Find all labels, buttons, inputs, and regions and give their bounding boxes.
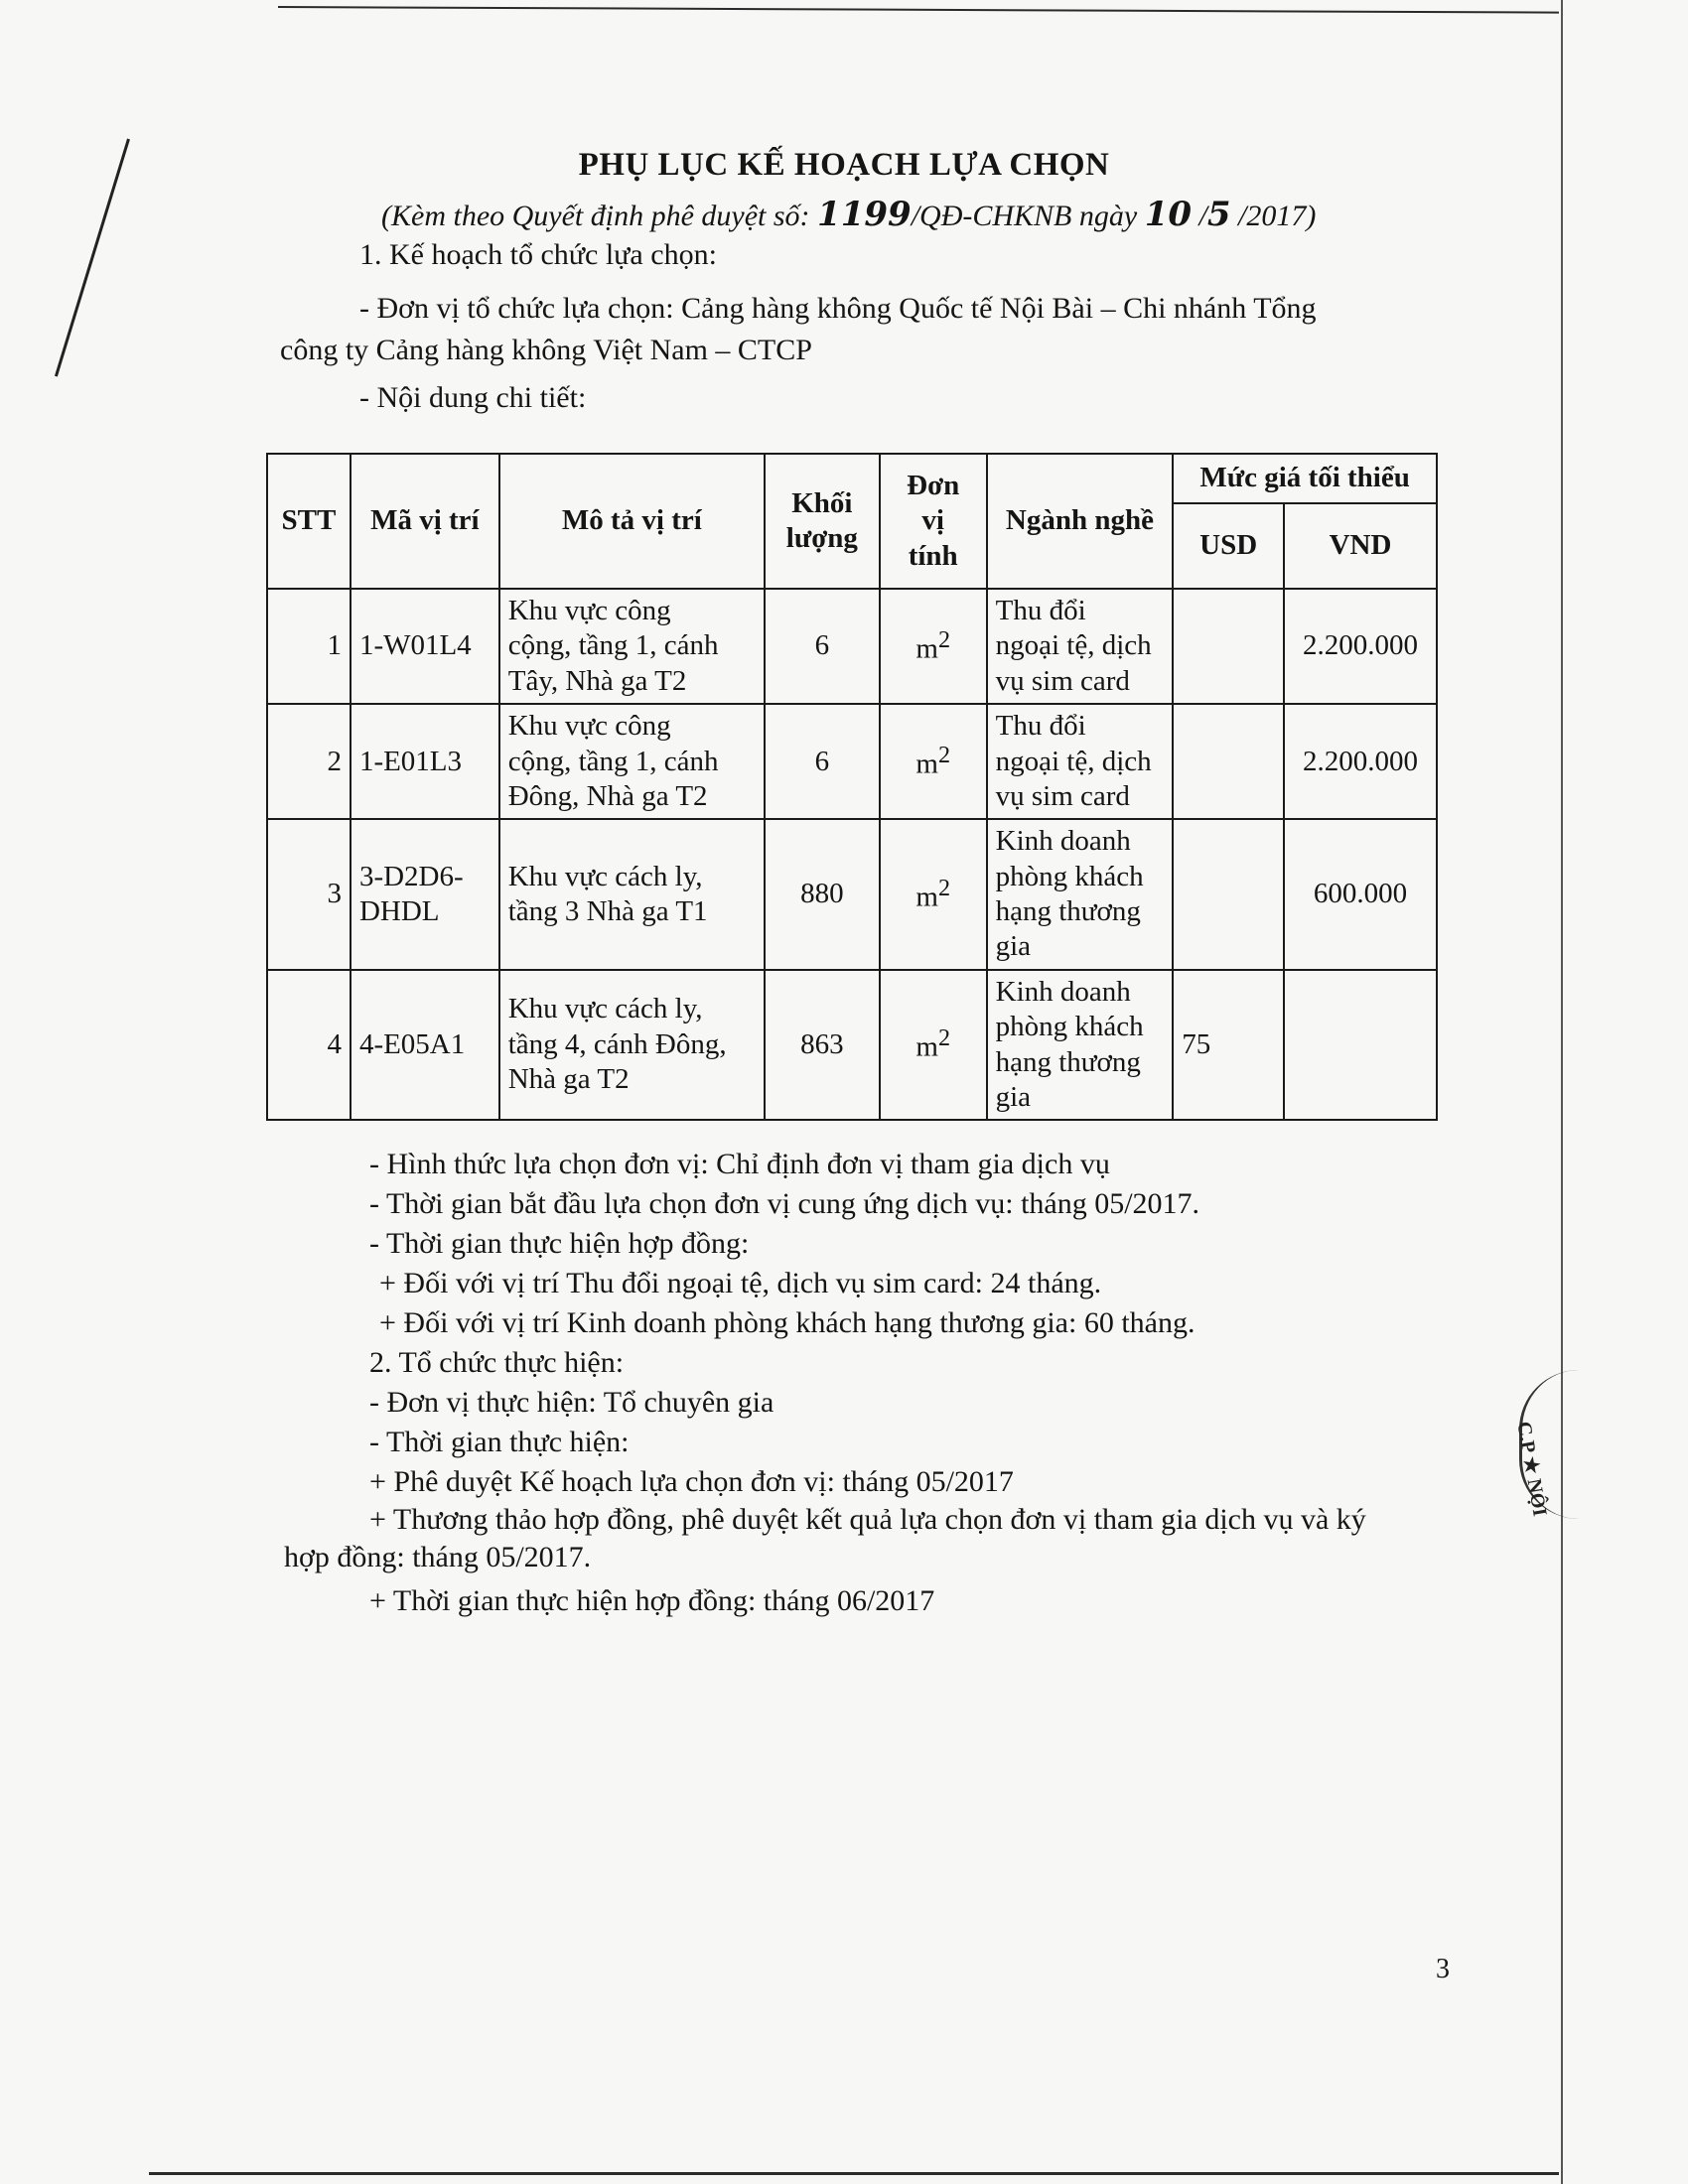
contract-duration-exchange: + Đối với vị trí Thu đổi ngoại tệ, dịch vụ sim card: 24 tháng. bbox=[379, 1267, 1102, 1299]
trade-line: phòng khách bbox=[995, 1011, 1144, 1043]
cell-unit bbox=[880, 589, 987, 704]
cell-location-code: 4-E05A1 bbox=[351, 970, 499, 1121]
detail-content-label: - Nội dung chi tiết: bbox=[359, 381, 587, 414]
cell-usd bbox=[1173, 589, 1284, 704]
trade-line: vụ sim card bbox=[995, 664, 1130, 697]
cell-unit bbox=[880, 819, 987, 970]
cell-location-description bbox=[499, 819, 765, 970]
trade-line: hạng thương bbox=[995, 895, 1141, 927]
description-line: Nhà ga T2 bbox=[507, 1063, 630, 1096]
cell-trade bbox=[987, 970, 1174, 1121]
trade-line: phòng khách bbox=[995, 860, 1144, 892]
table-row bbox=[267, 589, 1437, 704]
header-min-price: Mức giá tối thiểu bbox=[1173, 454, 1437, 503]
document-subtitle bbox=[381, 195, 1316, 234]
unit-base: m bbox=[915, 632, 938, 665]
description-line: Khu vực công bbox=[507, 595, 671, 626]
cell-vnd: 2.200.000 bbox=[1284, 704, 1437, 819]
unit-exponent: 2 bbox=[937, 742, 951, 769]
cell-volume: 6 bbox=[765, 589, 880, 704]
table-row bbox=[267, 819, 1437, 970]
cell-location-code bbox=[351, 819, 499, 970]
description-line: tầng 4, cánh Đông, bbox=[507, 1027, 727, 1060]
header-volume bbox=[765, 454, 880, 589]
header-volume-line: lượng bbox=[785, 522, 858, 554]
header-unit-line: Đơn bbox=[907, 469, 960, 501]
header-stt: STT bbox=[267, 454, 351, 589]
trade-line: ngoại tệ, dịch bbox=[995, 745, 1152, 777]
code-line: 3-D2D6- bbox=[358, 860, 464, 892]
description-line: Khu vực cách ly, bbox=[507, 860, 703, 892]
cell-location-code: 1-W01L4 bbox=[351, 589, 499, 704]
trade-line: ngoại tệ, dịch bbox=[995, 629, 1152, 662]
trade-line: Thu đổi bbox=[995, 710, 1086, 743]
subtitle-prefix: (Kèm theo Quyết định phê duyệt số: bbox=[381, 200, 818, 232]
unit-base: m bbox=[915, 748, 938, 780]
cell-stt: 3 bbox=[267, 819, 351, 970]
trade-line: gia bbox=[995, 1080, 1032, 1113]
cell-volume: 863 bbox=[765, 970, 880, 1121]
decision-month-handwritten: 5 bbox=[1206, 195, 1231, 234]
trade-line: gia bbox=[995, 930, 1032, 963]
cell-usd bbox=[1173, 819, 1284, 970]
cell-vnd bbox=[1284, 970, 1437, 1121]
unit-base: m bbox=[915, 881, 938, 913]
unit-exponent: 2 bbox=[937, 1024, 951, 1052]
cell-location-description bbox=[499, 970, 765, 1121]
scan-edge-right bbox=[1561, 0, 1563, 2184]
section-2-heading: 2. Tổ chức thực hiện: bbox=[369, 1346, 625, 1379]
header-volume-line: Khối bbox=[791, 486, 853, 519]
unit-exponent: 2 bbox=[937, 874, 951, 901]
cell-unit bbox=[880, 970, 987, 1121]
table-header-row bbox=[267, 454, 1437, 503]
organizing-unit-line-1: - Đơn vị tổ chức lựa chọn: Cảng hàng không Quốc tế Nội Bài – Chi nhánh Tổng bbox=[359, 292, 1317, 325]
unit-exponent: 2 bbox=[937, 626, 951, 654]
cell-usd bbox=[1173, 704, 1284, 819]
contract-execution-line: + Thời gian thực hiện hợp đồng: tháng 06/2017 bbox=[369, 1584, 935, 1617]
red-seal-stamp bbox=[1512, 1370, 1592, 1519]
negotiation-line-2: hợp đồng: tháng 05/2017. bbox=[284, 1541, 592, 1573]
table-row bbox=[267, 704, 1437, 819]
unit-base: m bbox=[915, 1031, 938, 1064]
contract-duration-lounge: + Đối với vị trí Kinh doanh phòng khách hạng thương gia: 60 tháng. bbox=[379, 1306, 1196, 1339]
location-plan-table bbox=[266, 453, 1438, 1121]
decision-day-handwritten: 10 bbox=[1144, 195, 1193, 234]
cell-stt: 4 bbox=[267, 970, 351, 1121]
section-1-heading: 1. Kế hoạch tổ chức lựa chọn: bbox=[359, 238, 717, 271]
cell-stt: 1 bbox=[267, 589, 351, 704]
cell-location-code: 1-E01L3 bbox=[351, 704, 499, 819]
table-row bbox=[267, 970, 1437, 1121]
executing-unit-line: - Đơn vị thực hiện: Tổ chuyên gia bbox=[369, 1386, 774, 1419]
subtitle-middle: /QĐ-CHKNB ngày bbox=[911, 200, 1145, 232]
cell-usd: 75 bbox=[1173, 970, 1284, 1121]
cell-location-description bbox=[499, 589, 765, 704]
header-unit-line: tính bbox=[908, 539, 958, 572]
code-line: DHDL bbox=[358, 895, 440, 927]
header-trade: Ngành nghề bbox=[987, 454, 1174, 589]
cell-stt: 2 bbox=[267, 704, 351, 819]
cell-trade bbox=[987, 819, 1174, 970]
trade-line: Kinh doanh bbox=[995, 975, 1131, 1008]
page-number: 3 bbox=[1436, 1954, 1450, 1984]
plan-approval-line: + Phê duyệt Kế hoạch lựa chọn đơn vị: tháng 05/2017 bbox=[369, 1465, 1014, 1498]
description-line: tầng 3 Nhà ga T1 bbox=[507, 895, 708, 927]
scan-edge-top bbox=[278, 6, 1559, 14]
trade-line: vụ sim card bbox=[995, 779, 1130, 812]
description-line: Tây, Nhà ga T2 bbox=[507, 664, 687, 697]
header-vnd: VND bbox=[1284, 503, 1437, 589]
trade-line: Kinh doanh bbox=[995, 825, 1131, 858]
description-line: cộng, tầng 1, cánh bbox=[507, 629, 719, 662]
header-location-code: Mã vị trí bbox=[351, 454, 499, 589]
header-usd: USD bbox=[1173, 503, 1284, 589]
description-line: cộng, tầng 1, cánh bbox=[507, 745, 719, 777]
scan-edge-bottom bbox=[149, 2172, 1559, 2175]
cell-volume: 6 bbox=[765, 704, 880, 819]
trade-line: hạng thương bbox=[995, 1045, 1141, 1078]
cell-location-description bbox=[499, 704, 765, 819]
header-location-description: Mô tả vị trí bbox=[499, 454, 765, 589]
cell-vnd: 600.000 bbox=[1284, 819, 1437, 970]
header-unit-line: vị bbox=[921, 504, 944, 537]
cell-trade bbox=[987, 704, 1174, 819]
cell-unit bbox=[880, 704, 987, 819]
trade-line: Thu đổi bbox=[995, 595, 1086, 626]
document-title: PHỤ LỤC KẾ HOẠCH LỰA CHỌN bbox=[578, 147, 1110, 183]
contract-duration-label: - Thời gian thực hiện hợp đồng: bbox=[369, 1227, 750, 1260]
decision-number-handwritten: 1199 bbox=[817, 195, 912, 234]
subtitle-suffix: /2017) bbox=[1230, 200, 1317, 232]
negotiation-line-1: + Thương thảo hợp đồng, phê duyệt kết quả lựa chọn đơn vị tham gia dịch vụ và ký bbox=[369, 1503, 1366, 1536]
stamp-text: C.P ★ NỘI bbox=[1512, 1420, 1551, 1518]
description-line: Khu vực công bbox=[507, 710, 671, 743]
cell-vnd: 2.200.000 bbox=[1284, 589, 1437, 704]
execution-time-label: - Thời gian thực hiện: bbox=[369, 1426, 630, 1458]
organizing-unit-line-2: công ty Cảng hàng không Việt Nam – CTCP bbox=[280, 334, 812, 366]
cell-trade bbox=[987, 589, 1174, 704]
description-line: Đông, Nhà ga T2 bbox=[507, 779, 708, 812]
description-line: Khu vực cách ly, bbox=[507, 993, 703, 1025]
selection-form-line: - Hình thức lựa chọn đơn vị: Chỉ định đơn vị tham gia dịch vụ bbox=[369, 1148, 1110, 1180]
header-unit bbox=[880, 454, 987, 589]
subtitle-separator: / bbox=[1192, 200, 1207, 232]
cell-volume: 880 bbox=[765, 819, 880, 970]
selection-start-line: - Thời gian bắt đầu lựa chọn đơn vị cung ứng dịch vụ: tháng 05/2017. bbox=[369, 1187, 1200, 1220]
